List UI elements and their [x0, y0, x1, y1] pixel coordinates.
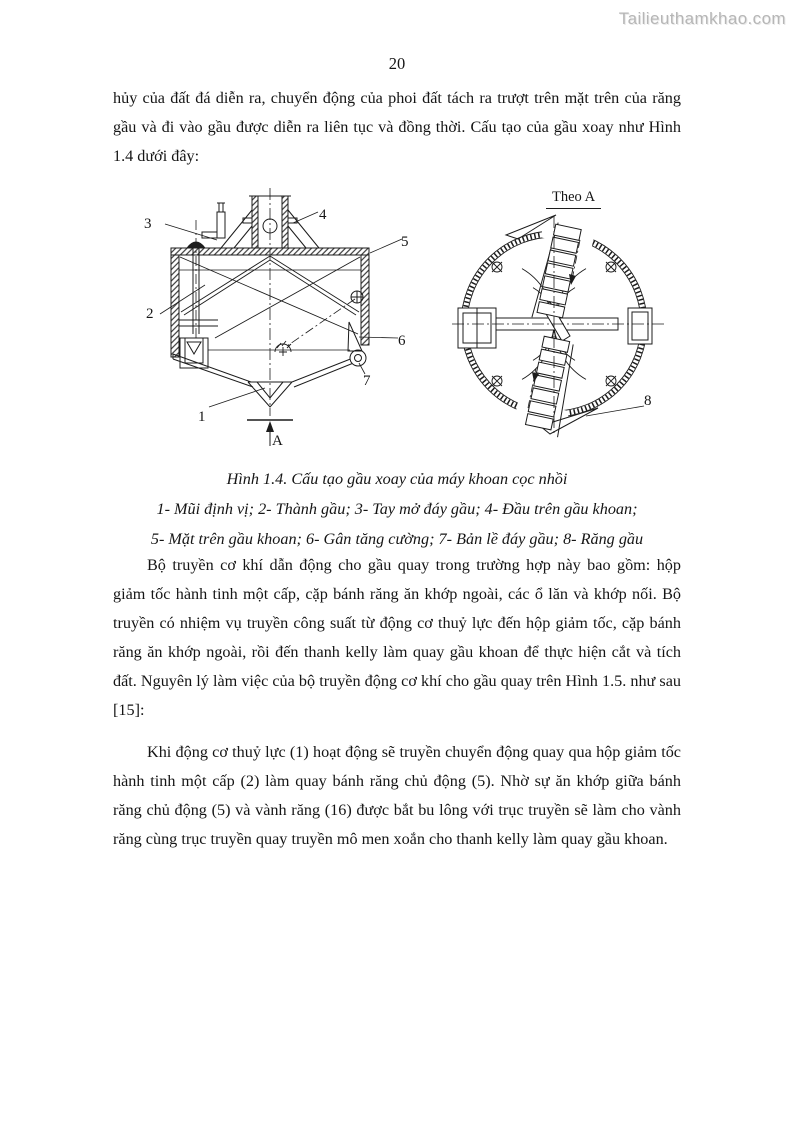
figure-callout-8: 8: [644, 393, 652, 409]
figure-callout-1: 1: [198, 409, 206, 425]
door-hinge: [350, 350, 366, 366]
top-plate: [171, 248, 369, 255]
section-a-marker: [247, 420, 293, 446]
watermark-text: Tailieuthamkhao.com: [618, 9, 786, 28]
paragraph-3: Khi động cơ thuỷ lực (1) hoạt động sẽ truyền chuyển động quay qua hộp giảm tốc hành tinh một cấp (2) làm quay bánh răng chủ động (5). Nhờ sự ăn khớp giữa bánh răng chủ động (5) và vành răng (16) được bắt bu lông với trục truyền sẽ làm cho vành răng cùng trục truyền quay truyền mô men xoắn cho thanh kelly làm quay gầu khoan.: [113, 743, 681, 848]
page-number: 20: [388, 54, 406, 73]
paragraph-2: Bộ truyền cơ khí dẫn động cho gầu quay trong trường hợp này bao gồm: hộp giảm tốc hành tinh một cấp, cặp bánh răng ăn khớp ngoài, các ổ lăn và khớp nối. Bộ truyền có nhiệm vụ truyền công suất từ động cơ thuỷ lực đến hộp giảm tốc, cặp bánh răng ăn khớp ngoài, rồi đến thanh kelly làm quay gầu khoan để thực hiện cắt và tích đất. Nguyên lý làm việc của bộ truyền động cơ khí cho gầu quay trên Hình 1.5. như sau [15]:: [113, 556, 681, 719]
figure-caption-parts-1: 1- Mũi định vị; 2- Thành gầu; 3- Tay mở đáy gầu; 4- Đầu trên gầu khoan;: [156, 500, 638, 518]
figure-callout-2: 2: [146, 306, 154, 322]
figure-caption-parts-2: 5- Mặt trên gầu khoan; 6- Gân tăng cường; 7- Bản lề đáy gầu; 8- Răng gầu: [150, 530, 644, 548]
section-letter-a: A: [272, 433, 283, 449]
figure-callout-6: 6: [398, 333, 406, 349]
view-label-theo-a: Theo A: [546, 189, 601, 209]
figure-caption: [0, 464, 794, 554]
figure-callout-4: 4: [319, 207, 327, 223]
figure-callout-5: 5: [401, 234, 409, 250]
wall-pin: [351, 291, 363, 303]
figure-caption-title: Hình 1.4. Cấu tạo gầu xoay của máy khoan cọc nhồi: [226, 470, 568, 488]
figure-1-4: [0, 186, 794, 468]
figure-callout-3: 3: [144, 216, 152, 232]
figure-callout-7: 7: [363, 373, 371, 389]
door-rod: [179, 203, 225, 368]
bucket-top-view-drawing: [450, 210, 670, 442]
paragraph-1: hủy của đất đá diễn ra, chuyển động của phoi đất tách ra trượt trên mặt trên của răng gầu và đi vào gầu được diễn ra liên tục và đồng thời. Cấu tạo của gầu xoay như Hình 1.4 dưới đây:: [113, 89, 681, 165]
bucket-section-drawing: [105, 186, 445, 458]
gusset: [348, 322, 362, 351]
pivot-symbol: [275, 341, 291, 356]
